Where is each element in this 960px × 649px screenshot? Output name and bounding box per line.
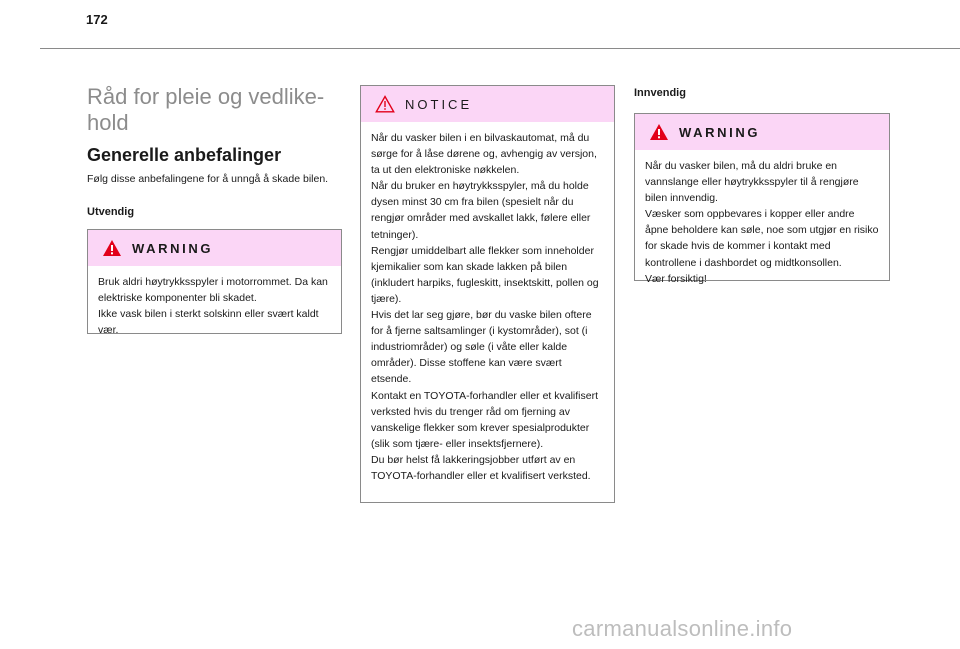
warning-line: Ikke vask bilen i sterkt solskinn eller svært kaldt vær. [98,308,319,337]
warning-line: Bruk aldri høytrykksspyler i motorrommet. Da kan elektriske komponenter bli skadet. [98,276,328,305]
notice-box [360,85,615,503]
exterior-heading: Utvendig [87,206,135,218]
watermark-link[interactable]: carmanualsonline.info [572,616,793,641]
notice-line: Kontakt en TOYOTA-forhandler eller et kvalifisert verksted hvis du trenger råd om fjerning av vanskelige flekker som krever spesialprodukter (slik som tjære- eller insektsfjernere). [371,389,599,450]
notice-line: Rengjør umiddelbart alle flekker som inneholder kjemikalier som kan skade lakken på bilen (inkludert harpiks, fugleskitt, insektskitt, pollen og tjære). [371,244,599,305]
interior-warning-box [634,113,890,285]
notice-line: Hvis det lar seg gjøre, bør du vaske bilen oftere for å fjerne saltsamlinger (i kystområder), sot (i industriområder) og søle (i våte eller kalde områder). Disse stoffene kan være svært etsende. [371,309,592,386]
warning-label: WARNING [132,240,214,256]
page-number: 172 [86,12,108,27]
notice-line: Når du vasker bilen i en bilvaskautomat, må du sørge for å låse dørene og, avhengig av versjon, ta ut den elektroniske nøkkelen. [371,132,597,177]
notice-line: Du bør helst få lakkeringsjobber utført av en TOYOTA-forhandler eller et kvalifisert verksted. [371,453,591,482]
notice-line: Når du bruker en høytrykksspyler, må du holde dysen minst 30 cm fra bilen (spesielt når du rengjør områder med avskallet lakk, følere eller tetninger). [371,180,591,241]
warning-label: WARNING [679,124,761,140]
section-title: Generelle anbefalinger [87,145,282,165]
exterior-warning-box [87,229,342,337]
notice-header [361,86,614,122]
notice-body [361,122,614,492]
section-intro: Følg disse anbefalingene for å unngå å skade bilen. [87,173,329,185]
warning-triangle-icon [102,239,122,257]
warning-line: Når du vasker bilen, må du aldri bruke en vannslange eller høytrykksspyler til å rengjøre bilen innvendig. [645,160,859,205]
interior-heading: Innvendig [634,87,686,99]
chapter-title: Råd for pleie og vedlike-hold [87,84,325,135]
warning-line: Væsker som oppbevares i kopper eller andre åpne beholdere kan søle, noe som utgjør en risiko for skade hvis de kommer i kontakt med kontrollene i dashbordet og midtkonsollen. [645,208,879,269]
warning-body [88,266,341,346]
warning-triangle-icon [649,123,669,141]
notice-label: NOTICE [405,96,473,112]
warning-header [635,114,889,150]
warning-line: Vær forsiktig! [645,272,707,285]
warning-body [635,150,889,295]
header-rule [40,48,960,49]
notice-triangle-icon [375,95,395,113]
warning-header [88,230,341,266]
